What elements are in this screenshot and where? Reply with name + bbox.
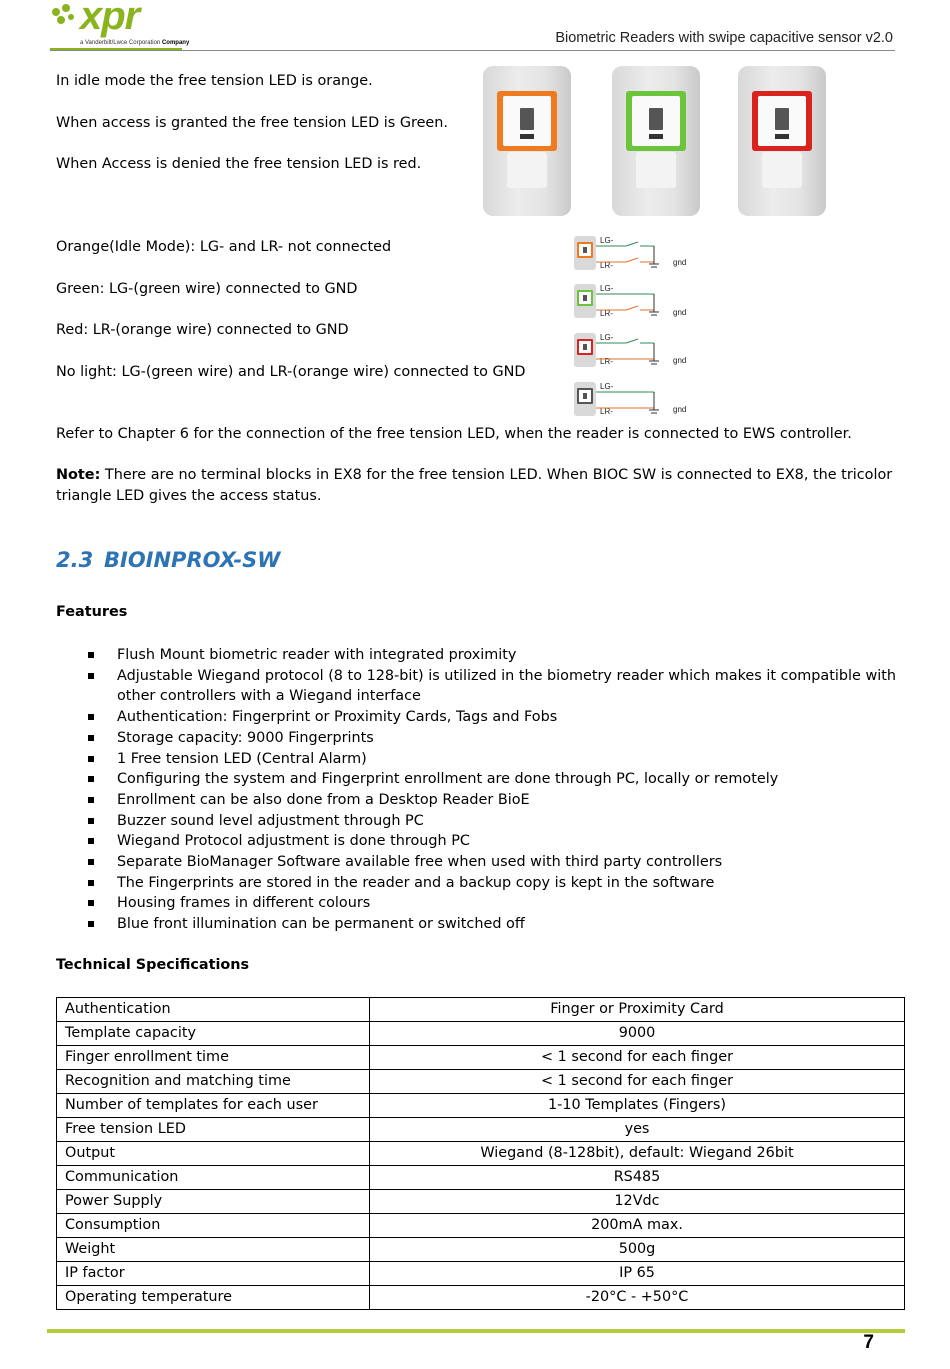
spec-key: Communication (57, 1166, 370, 1190)
feature-item: Blue front illumination can be permanent or switched off (56, 914, 896, 935)
feature-item: The Fingerprints are stored in the reader and a backup copy is kept in the software (56, 873, 896, 894)
header-divider (50, 50, 895, 51)
feature-item: Separate BioManager Software available free when used with third party controllers (56, 852, 896, 873)
xpr-logo-dots-icon (50, 3, 80, 29)
page-number: 7 (863, 1332, 874, 1353)
feature-item: Housing frames in different colours (56, 893, 896, 914)
spec-key: Consumption (57, 1214, 370, 1238)
reader-orange-image (483, 66, 571, 216)
spec-row (57, 1142, 905, 1166)
intro-denied: When Access is denied the free tension LED is red. (56, 156, 422, 172)
reader-red-image (738, 66, 826, 216)
section-heading (56, 548, 280, 572)
feature-item: Buzzer sound level adjustment through PC (56, 811, 896, 832)
feature-item: Flush Mount biometric reader with integrated proximity (56, 645, 896, 666)
spec-key: Recognition and matching time (57, 1070, 370, 1094)
spec-value: 1-10 Templates (Fingers) (370, 1094, 905, 1118)
refer-paragraph: Refer to Chapter 6 for the connection of the free tension LED, when the reader is connected to EWS controller. (56, 426, 852, 442)
spec-value: 12Vdc (370, 1190, 905, 1214)
led-none-mode: No light: LG-(green wire) and LR-(orange wire) connected to GND (56, 364, 526, 380)
footer-divider (47, 1329, 905, 1333)
spec-key: Template capacity (57, 1022, 370, 1046)
document-title: Biometric Readers with swipe capacitive sensor v2.0 (555, 30, 893, 46)
feature-item: Configuring the system and Fingerprint enrollment are done through PC, locally or remotely (56, 769, 896, 790)
features-list (56, 645, 896, 935)
spec-row (57, 1118, 905, 1142)
spec-row (57, 1094, 905, 1118)
feature-item: 1 Free tension LED (Central Alarm) (56, 749, 896, 770)
spec-value: 500g (370, 1238, 905, 1262)
spec-row (57, 1238, 905, 1262)
section-title: BIOINPROX-SW (104, 548, 281, 572)
spec-row (57, 1262, 905, 1286)
spec-heading: Technical Specifications (56, 957, 250, 973)
spec-value: 200mA max. (370, 1214, 905, 1238)
spec-row (57, 1166, 905, 1190)
spec-row (57, 1190, 905, 1214)
intro-granted: When access is granted the free tension LED is Green. (56, 115, 448, 131)
spec-row (57, 1046, 905, 1070)
wire-label-lg: LG- (600, 382, 614, 391)
section-number: 2.3 (56, 548, 94, 572)
spec-table (56, 997, 905, 1310)
xpr-logo: xpr (80, 0, 140, 38)
spec-key: Power Supply (57, 1190, 370, 1214)
spec-value: 9000 (370, 1022, 905, 1046)
feature-item: Authentication: Fingerprint or Proximity Cards, Tags and Fobs (56, 707, 896, 728)
wire-label-gnd: gnd (673, 258, 687, 267)
spec-row (57, 998, 905, 1022)
features-heading: Features (56, 604, 128, 620)
wiring-diagram-4 (596, 386, 668, 418)
wire-label-gnd: gnd (673, 308, 687, 317)
spec-value: < 1 second for each finger (370, 1046, 905, 1070)
spec-value: IP 65 (370, 1262, 905, 1286)
wiring-diagram-3 (596, 337, 668, 369)
spec-value: yes (370, 1118, 905, 1142)
wire-label-lr: LR- (600, 407, 613, 416)
spec-key: Authentication (57, 998, 370, 1022)
note-paragraph-cont: triangle LED gives the access status. (56, 488, 322, 504)
spec-value: Wiegand (8-128bit), default: Wiegand 26bit (370, 1142, 905, 1166)
wire-label-gnd: gnd (673, 405, 687, 414)
spec-value: -20°C - +50°C (370, 1286, 905, 1310)
wire-label-lg: LG- (600, 333, 614, 342)
wire-label-lg: LG- (600, 284, 614, 293)
wire-label-lr: LR- (600, 357, 613, 366)
spec-row (57, 1022, 905, 1046)
mini-reader-off (574, 382, 596, 416)
spec-key: Finger enrollment time (57, 1046, 370, 1070)
spec-key: Free tension LED (57, 1118, 370, 1142)
spec-key: Weight (57, 1238, 370, 1262)
spec-row (57, 1214, 905, 1238)
mini-reader-green (574, 284, 596, 318)
spec-value: Finger or Proximity Card (370, 998, 905, 1022)
intro-idle: In idle mode the free tension LED is orange. (56, 73, 373, 89)
led-red-mode: Red: LR-(orange wire) connected to GND (56, 322, 349, 338)
wiring-diagram-2 (596, 288, 668, 320)
feature-item: Adjustable Wiegand protocol (8 to 128-bit) is utilized in the biometry reader which makes it compatible with other controllers with a Wiegand interface (56, 666, 896, 707)
feature-item: Enrollment can be also done from a Desktop Reader BioE (56, 790, 896, 811)
spec-value: RS485 (370, 1166, 905, 1190)
logo-subtitle: a Vanderbilt/Lwce Corporation Company (80, 40, 190, 46)
feature-item: Storage capacity: 9000 Fingerprints (56, 728, 896, 749)
mini-reader-orange (574, 236, 596, 270)
wiring-diagram-1 (596, 240, 668, 272)
spec-row (57, 1070, 905, 1094)
spec-row (57, 1286, 905, 1310)
led-orange-mode: Orange(Idle Mode): LG- and LR- not connected (56, 239, 392, 255)
spec-value: < 1 second for each finger (370, 1070, 905, 1094)
spec-key: Number of templates for each user (57, 1094, 370, 1118)
wire-label-lr: LR- (600, 309, 613, 318)
wire-label-gnd: gnd (673, 356, 687, 365)
spec-key: Output (57, 1142, 370, 1166)
led-green-mode: Green: LG-(green wire) connected to GND (56, 281, 358, 297)
note-label: Note: (56, 467, 101, 483)
reader-green-image (612, 66, 700, 216)
spec-key: Operating temperature (57, 1286, 370, 1310)
wire-label-lr: LR- (600, 261, 613, 270)
wire-label-lg: LG- (600, 236, 614, 245)
note-paragraph: Note: There are no terminal blocks in EX8 for the free tension LED. When BIOC SW is connected to EX8, the tricolor (56, 467, 893, 483)
spec-key: IP factor (57, 1262, 370, 1286)
mini-reader-red (574, 333, 596, 367)
feature-item: Wiegand Protocol adjustment is done through PC (56, 831, 896, 852)
